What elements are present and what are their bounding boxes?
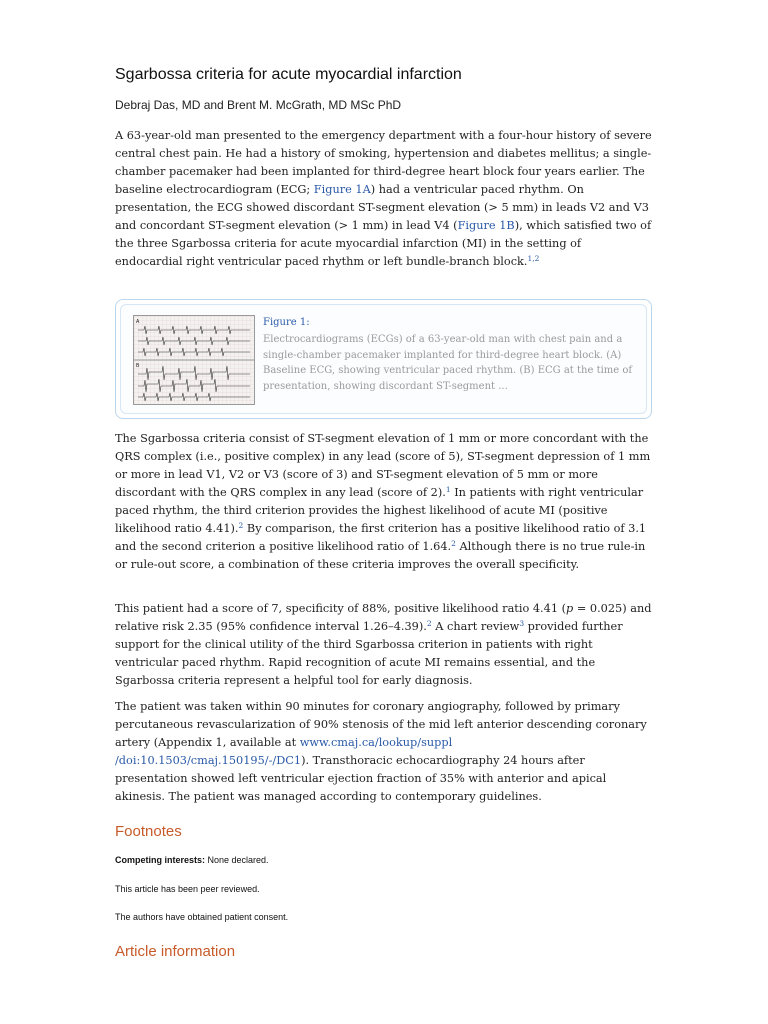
reference-link[interactable]: 2 (238, 521, 244, 530)
reference-link[interactable]: 1 (445, 485, 451, 494)
footnotes-heading: Footnotes (115, 823, 182, 840)
appendix-link-line1: www.cmaj.ca/lookup/suppl (299, 736, 453, 749)
figure-1b-link[interactable]: Figure 1B (457, 219, 515, 232)
consent-note: The authors have obtained patient consent. (115, 912, 289, 922)
paragraph-text: ). Transthoracic echocardiography 24 hours after presentation showed left ventricular ejection fraction of 35% with anterior and apical akinesis. The patient was managed according to contemporary guidelines. (115, 754, 607, 803)
figure-1-caption: Electrocardiograms (ECGs) of a 63-year-old man with chest pain and a single-chamber pacemaker implanted for third-degree heart block. (A) Baseline ECG, showing ventricular paced rhythm. (B) ECG at the time of presentation, showing discordant ST-segment ... (263, 334, 633, 392)
paragraph-text: A chart review (431, 620, 520, 633)
paragraph-text: ) had a ventricular paced rhythm. On presentation, the ECG showed discordant ST-segment elevation (> 5 mm) in leads V2 and V3 and concordant ST-segment elevation (> 1 mm) in lead V4 ( (115, 183, 649, 232)
paragraph-text: provided further support for the clinical utility of the third Sgarbossa criterion in patients with right ventricular paced rhythm. Rapid recognition of acute MI remains essential, and the Sgarbossa criteria represent a helpful tool for early diagnosis. (115, 620, 623, 687)
paragraph-text: = 0.025) and relative risk 2.35 (95% confidence interval 1.26–4.39). (115, 602, 652, 633)
paragraph-text: The patient was taken within 90 minutes for coronary angiography, followed by primary percutaneous revascularization of 90% stenosis of the mid left anterior descending coronary artery (Appendix 1, available at (115, 700, 647, 749)
paragraph-outcome (115, 698, 652, 806)
article-title: Sgarbossa criteria for acute myocardial infarction (115, 66, 462, 83)
figure-1-label[interactable]: Figure 1: (263, 317, 310, 328)
competing-interests-label: Competing interests: (115, 855, 206, 865)
paragraph-text: By comparison, the first criterion has a positive likelihood ratio of 3.1 and the second criterion a positive likelihood ratio of 1.64. (115, 522, 647, 553)
reference-link[interactable]: 2 (426, 619, 432, 628)
paragraph-text: ), which satisfied two of the three Sgarbossa criteria for acute myocardial infarction (MI) in the setting of endocardial right ventricular paced rhythm or left bundle-branch block. (115, 219, 652, 268)
article-authors: Debraj Das, MD and Brent M. McGrath, MD MSc PhD (115, 98, 402, 112)
paragraph-text: This patient had a score of 7, specificity of 88%, positive likelihood ratio 4.41 ( (115, 602, 567, 615)
reference-link[interactable]: 1,2 (527, 254, 540, 263)
paragraph-case-presentation (115, 127, 652, 271)
figure-1-inner (120, 304, 647, 414)
paragraph-text: Although there is no true rule-in or rule-out score, a combination of these criteria improves the overall specificity. (115, 540, 646, 571)
p-value-symbol: p (566, 602, 574, 615)
paragraph-text: A 63-year-old man presented to the emergency department with a four-hour history of severe central chest pain. He had a history of smoking, hypertension and diabetes mellitus; a single-chamber pacemaker had been implanted for third-degree heart block four years earlier. The baseline electrocardiogram (ECG; (115, 129, 652, 196)
thumb-label-b: B (136, 363, 140, 369)
paragraph-patient-score (115, 600, 652, 690)
reference-link[interactable]: 3 (519, 619, 525, 628)
paragraph-text: The Sgarbossa criteria consist of ST-segment elevation of 1 mm or more concordant with the QRS complex (i.e., positive complex) in any lead (score of 5), ST-segment depression of 1 mm or more in lead V1, V2 or V3 (score of 3) and ST-segment elevation of 5 mm or more discordant with the QRS complex in any lead (score of 2). (115, 432, 651, 499)
appendix-link-line2: /doi:10.1503/cmaj.150195/-/DC1 (115, 754, 302, 767)
peer-review-note: This article has been peer reviewed. (115, 884, 260, 894)
ecg-thumbnail[interactable] (133, 315, 255, 405)
paragraph-text: In patients with right ventricular paced rhythm, the third criterion provides the highest likelihood of acute MI (positive likelihood ratio 4.41). (115, 486, 644, 535)
figure-1a-link[interactable]: Figure 1A (313, 183, 371, 196)
thumb-label-a: A (136, 319, 140, 325)
figure-1-box[interactable] (115, 299, 652, 419)
competing-interests-value: None declared. (205, 855, 269, 865)
ecg-thumbnail-graphic (134, 316, 254, 404)
reference-link[interactable]: 2 (451, 539, 456, 548)
article-information-heading: Article information (115, 943, 236, 960)
competing-interests-note (115, 855, 269, 865)
paragraph-sgarbossa-criteria (115, 430, 652, 574)
